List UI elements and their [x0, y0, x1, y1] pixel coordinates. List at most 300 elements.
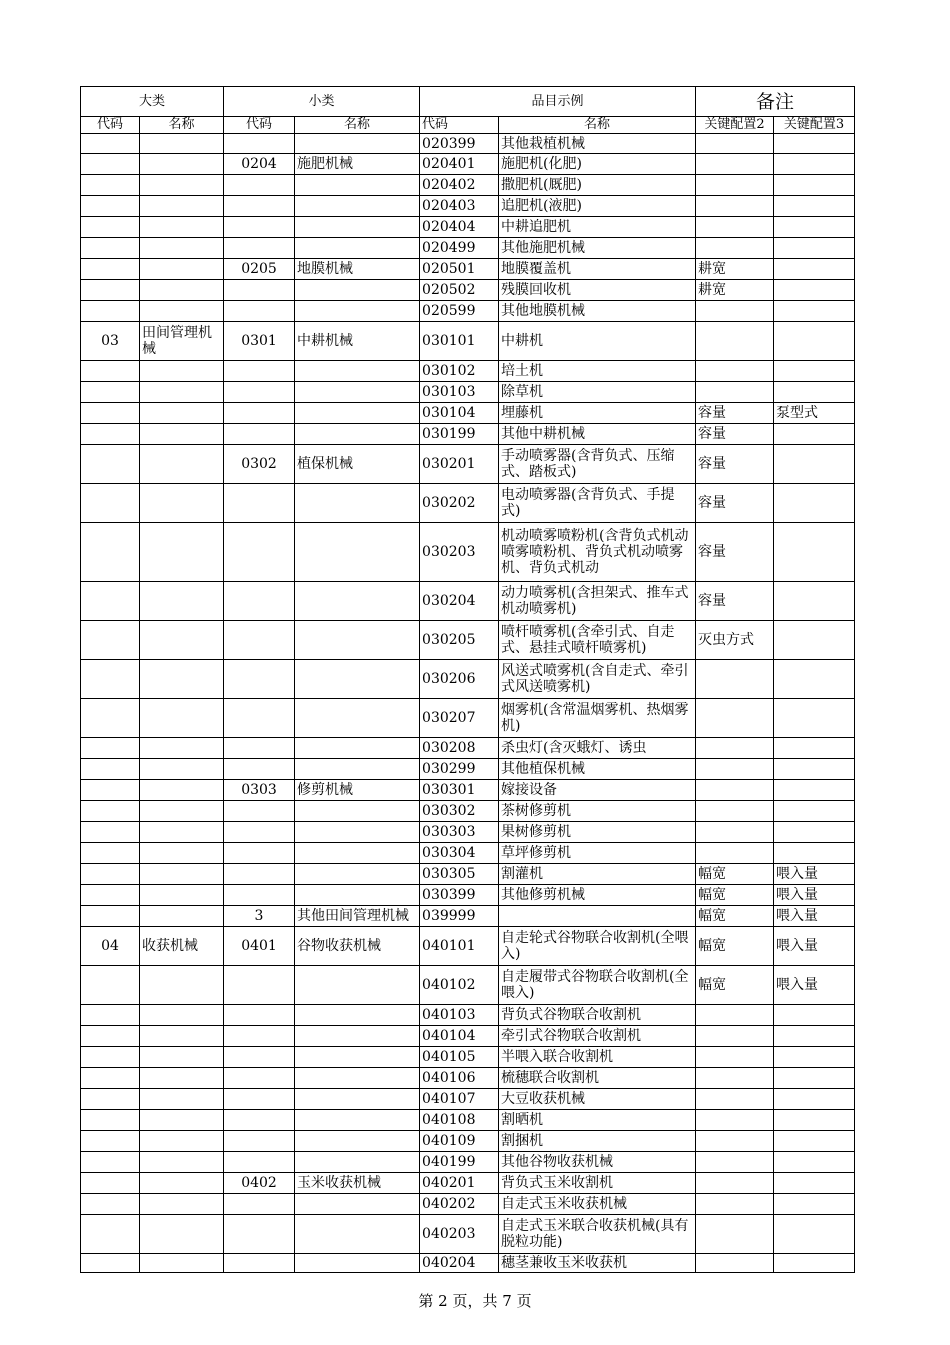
major-name-cell — [140, 1110, 224, 1131]
key-config-3-cell — [774, 1254, 855, 1273]
major-code-cell — [81, 738, 140, 759]
item-code-cell: 040199 — [420, 1152, 499, 1173]
item-name-cell: 梳穗联合收割机 — [499, 1068, 696, 1089]
minor-code-cell: 0402 — [224, 1173, 295, 1194]
major-name-cell — [140, 382, 224, 403]
item-name-cell: 中耕机 — [499, 322, 696, 361]
major-name-cell — [140, 523, 224, 582]
minor-name-cell — [295, 1110, 420, 1131]
major-code-cell — [81, 843, 140, 864]
major-name-cell — [140, 621, 224, 660]
item-code-cell: 030399 — [420, 885, 499, 906]
minor-code-cell: 0303 — [224, 780, 295, 801]
major-name-cell — [140, 864, 224, 885]
key-config-3-cell: 喂入量 — [774, 966, 855, 1005]
item-name-cell: 中耕追肥机 — [499, 217, 696, 238]
item-code-cell: 040108 — [420, 1110, 499, 1131]
col-minor-name: 名称 — [295, 117, 420, 134]
item-code-cell: 040202 — [420, 1194, 499, 1215]
item-code-cell: 040104 — [420, 1026, 499, 1047]
key-config-2-cell: 容量 — [696, 582, 774, 621]
table-row — [81, 217, 855, 238]
major-name-cell: 收获机械 — [140, 927, 224, 966]
item-code-cell: 020501 — [420, 259, 499, 280]
key-config-2-cell — [696, 134, 774, 154]
key-config-2-cell: 耕宽 — [696, 259, 774, 280]
key-config-3-cell — [774, 523, 855, 582]
item-code-cell: 030101 — [420, 322, 499, 361]
major-code-cell — [81, 582, 140, 621]
key-config-3-cell — [774, 238, 855, 259]
item-name-cell: 地膜覆盖机 — [499, 259, 696, 280]
minor-name-cell — [295, 175, 420, 196]
major-code-cell — [81, 1047, 140, 1068]
major-name-cell — [140, 780, 224, 801]
key-config-3-cell — [774, 1089, 855, 1110]
table-row — [81, 582, 855, 621]
table-row — [81, 801, 855, 822]
key-config-3-cell — [774, 361, 855, 382]
table-row — [81, 699, 855, 738]
minor-code-cell — [224, 1047, 295, 1068]
item-code-cell: 020499 — [420, 238, 499, 259]
minor-name-cell — [295, 822, 420, 843]
table-row — [81, 1005, 855, 1026]
minor-code-cell — [224, 1254, 295, 1273]
major-name-cell — [140, 238, 224, 259]
minor-code-cell: 0205 — [224, 259, 295, 280]
item-code-cell: 040204 — [420, 1254, 499, 1273]
key-config-2-cell — [696, 382, 774, 403]
major-name-cell — [140, 1152, 224, 1173]
minor-name-cell — [295, 196, 420, 217]
minor-name-cell — [295, 1254, 420, 1273]
col-key-config-3: 关键配置3 — [774, 117, 855, 134]
item-code-cell: 030305 — [420, 864, 499, 885]
table-row — [81, 927, 855, 966]
item-name-cell: 割晒机 — [499, 1110, 696, 1131]
item-code-cell: 020404 — [420, 217, 499, 238]
minor-code-cell — [224, 217, 295, 238]
major-code-cell — [81, 217, 140, 238]
major-name-cell — [140, 966, 224, 1005]
key-config-2-cell: 幅宽 — [696, 906, 774, 927]
minor-name-cell — [295, 864, 420, 885]
key-config-3-cell — [774, 424, 855, 445]
key-config-3-cell: 喂入量 — [774, 885, 855, 906]
col-item-code: 代码 — [420, 117, 499, 134]
minor-code-cell — [224, 1215, 295, 1254]
item-code-cell: 020599 — [420, 301, 499, 322]
major-code-cell — [81, 780, 140, 801]
major-name-cell — [140, 403, 224, 424]
major-code-cell — [81, 403, 140, 424]
major-code-cell — [81, 1068, 140, 1089]
item-code-cell: 040106 — [420, 1068, 499, 1089]
table-row — [81, 843, 855, 864]
key-config-2-cell — [696, 1047, 774, 1068]
key-config-2-cell — [696, 1194, 774, 1215]
table-row — [81, 660, 855, 699]
minor-name-cell — [295, 382, 420, 403]
major-code-cell — [81, 424, 140, 445]
page-footer: 第 2 页，共 7 页 — [418, 1292, 532, 1310]
major-name-cell — [140, 582, 224, 621]
major-name-cell — [140, 885, 224, 906]
item-code-cell: 040107 — [420, 1089, 499, 1110]
table-row — [81, 1068, 855, 1089]
key-config-2-cell — [696, 154, 774, 175]
minor-code-cell — [224, 484, 295, 523]
key-config-3-cell — [774, 1047, 855, 1068]
minor-code-cell — [224, 660, 295, 699]
key-config-2-cell: 幅宽 — [696, 864, 774, 885]
minor-name-cell — [295, 885, 420, 906]
minor-code-cell — [224, 238, 295, 259]
key-config-2-cell — [696, 738, 774, 759]
table-row — [81, 445, 855, 484]
minor-code-cell — [224, 1068, 295, 1089]
major-code-cell — [81, 1089, 140, 1110]
minor-code-cell: 0302 — [224, 445, 295, 484]
key-config-2-cell: 容量 — [696, 403, 774, 424]
major-name-cell — [140, 259, 224, 280]
item-name-cell: 果树修剪机 — [499, 822, 696, 843]
item-name-cell: 自走式玉米收获机械 — [499, 1194, 696, 1215]
key-config-2-cell: 幅宽 — [696, 966, 774, 1005]
item-name-cell: 背负式谷物联合收割机 — [499, 1005, 696, 1026]
minor-code-cell — [224, 843, 295, 864]
header-major-category: 大类 — [81, 87, 224, 117]
header-column-row — [81, 117, 855, 134]
item-code-cell: 020399 — [420, 134, 499, 154]
item-code-cell: 040109 — [420, 1131, 499, 1152]
item-name-cell: 手动喷雾器(含背负式、压缩式、踏板式) — [499, 445, 696, 484]
major-code-cell — [81, 1173, 140, 1194]
key-config-2-cell — [696, 1152, 774, 1173]
major-code-cell — [81, 1110, 140, 1131]
item-name-cell: 撒肥机(厩肥) — [499, 175, 696, 196]
major-name-cell: 田间管理机械 — [140, 322, 224, 361]
col-key-config-2: 关键配置2 — [696, 117, 774, 134]
table-row — [81, 175, 855, 196]
major-code-cell — [81, 1215, 140, 1254]
major-name-cell — [140, 1131, 224, 1152]
minor-code-cell — [224, 1152, 295, 1173]
minor-name-cell: 其他田间管理机械 — [295, 906, 420, 927]
minor-name-cell — [295, 280, 420, 301]
item-name-cell: 其他施肥机械 — [499, 238, 696, 259]
major-code-cell — [81, 154, 140, 175]
item-code-cell: 030299 — [420, 759, 499, 780]
key-config-3-cell — [774, 154, 855, 175]
minor-name-cell — [295, 1089, 420, 1110]
minor-code-cell: 3 — [224, 906, 295, 927]
major-name-cell — [140, 1089, 224, 1110]
table-row — [81, 301, 855, 322]
key-config-3-cell — [774, 445, 855, 484]
major-name-cell — [140, 759, 224, 780]
major-name-cell — [140, 445, 224, 484]
key-config-2-cell: 幅宽 — [696, 927, 774, 966]
item-name-cell: 自走轮式谷物联合收割机(全喂入) — [499, 927, 696, 966]
table-row — [81, 1215, 855, 1254]
key-config-2-cell: 容量 — [696, 445, 774, 484]
minor-name-cell — [295, 699, 420, 738]
minor-code-cell — [224, 196, 295, 217]
major-name-cell — [140, 1068, 224, 1089]
major-code-cell — [81, 382, 140, 403]
minor-code-cell — [224, 175, 295, 196]
item-code-cell: 030206 — [420, 660, 499, 699]
table-row — [81, 1194, 855, 1215]
item-code-cell: 030302 — [420, 801, 499, 822]
item-name-cell — [499, 906, 696, 927]
table-row — [81, 966, 855, 1005]
key-config-2-cell — [696, 1005, 774, 1026]
major-code-cell — [81, 1005, 140, 1026]
minor-code-cell — [224, 864, 295, 885]
minor-name-cell: 谷物收获机械 — [295, 927, 420, 966]
table-row — [81, 1110, 855, 1131]
table-row — [81, 322, 855, 361]
key-config-3-cell — [774, 1026, 855, 1047]
key-config-3-cell — [774, 843, 855, 864]
major-code-cell — [81, 175, 140, 196]
major-name-cell — [140, 822, 224, 843]
table-row — [81, 864, 855, 885]
item-name-cell: 自走式玉米联合收获机械(具有脱粒功能) — [499, 1215, 696, 1254]
item-code-cell: 030104 — [420, 403, 499, 424]
item-code-cell: 040101 — [420, 927, 499, 966]
key-config-2-cell: 耕宽 — [696, 280, 774, 301]
key-config-3-cell — [774, 1131, 855, 1152]
key-config-2-cell: 容量 — [696, 523, 774, 582]
minor-name-cell — [295, 238, 420, 259]
item-code-cell: 030304 — [420, 843, 499, 864]
minor-name-cell — [295, 738, 420, 759]
major-code-cell — [81, 301, 140, 322]
key-config-2-cell: 灭虫方式 — [696, 621, 774, 660]
item-name-cell: 茶树修剪机 — [499, 801, 696, 822]
key-config-3-cell: 喂入量 — [774, 864, 855, 885]
item-code-cell: 040201 — [420, 1173, 499, 1194]
item-code-cell: 030207 — [420, 699, 499, 738]
item-name-cell: 其他栽植机械 — [499, 134, 696, 154]
key-config-2-cell — [696, 843, 774, 864]
minor-code-cell — [224, 523, 295, 582]
major-code-cell — [81, 906, 140, 927]
major-name-cell — [140, 660, 224, 699]
minor-code-cell — [224, 738, 295, 759]
major-code-cell — [81, 1194, 140, 1215]
table-row — [81, 259, 855, 280]
minor-code-cell — [224, 424, 295, 445]
item-code-cell: 020502 — [420, 280, 499, 301]
minor-name-cell — [295, 1131, 420, 1152]
key-config-3-cell — [774, 1215, 855, 1254]
minor-name-cell — [295, 301, 420, 322]
minor-code-cell — [224, 1194, 295, 1215]
key-config-3-cell — [774, 621, 855, 660]
key-config-2-cell — [696, 699, 774, 738]
key-config-3-cell — [774, 801, 855, 822]
minor-code-cell — [224, 621, 295, 660]
minor-name-cell — [295, 1152, 420, 1173]
minor-name-cell — [295, 582, 420, 621]
minor-code-cell — [224, 280, 295, 301]
table-row — [81, 1026, 855, 1047]
major-name-cell — [140, 801, 224, 822]
key-config-2-cell — [696, 759, 774, 780]
major-code-cell — [81, 801, 140, 822]
major-code-cell: 04 — [81, 927, 140, 966]
item-name-cell: 嫁接设备 — [499, 780, 696, 801]
key-config-3-cell — [774, 738, 855, 759]
minor-name-cell — [295, 1005, 420, 1026]
key-config-3-cell — [774, 1173, 855, 1194]
minor-code-cell — [224, 361, 295, 382]
key-config-3-cell — [774, 484, 855, 523]
col-item-name: 名称 — [499, 117, 696, 134]
item-name-cell: 喷杆喷雾机(含牵引式、自走式、悬挂式喷杆喷雾机) — [499, 621, 696, 660]
minor-code-cell — [224, 822, 295, 843]
key-config-2-cell: 容量 — [696, 424, 774, 445]
key-config-3-cell — [774, 699, 855, 738]
table-row — [81, 621, 855, 660]
col-major-code: 代码 — [81, 117, 140, 134]
col-major-name: 名称 — [140, 117, 224, 134]
major-code-cell — [81, 699, 140, 738]
major-name-cell — [140, 1215, 224, 1254]
item-name-cell: 牵引式谷物联合收割机 — [499, 1026, 696, 1047]
key-config-3-cell — [774, 196, 855, 217]
col-minor-code: 代码 — [224, 117, 295, 134]
key-config-2-cell — [696, 238, 774, 259]
item-name-cell: 其他植保机械 — [499, 759, 696, 780]
key-config-3-cell — [774, 759, 855, 780]
minor-code-cell — [224, 1131, 295, 1152]
table-row — [81, 361, 855, 382]
minor-name-cell — [295, 403, 420, 424]
key-config-3-cell: 泵型式 — [774, 403, 855, 424]
item-code-cell: 040102 — [420, 966, 499, 1005]
key-config-3-cell — [774, 582, 855, 621]
key-config-2-cell — [696, 217, 774, 238]
table-row — [81, 738, 855, 759]
minor-code-cell — [224, 759, 295, 780]
key-config-2-cell — [696, 822, 774, 843]
major-code-cell — [81, 885, 140, 906]
major-code-cell — [81, 259, 140, 280]
key-config-2-cell — [696, 301, 774, 322]
minor-name-cell: 玉米收获机械 — [295, 1173, 420, 1194]
key-config-2-cell: 容量 — [696, 484, 774, 523]
item-name-cell: 动力喷雾机(含担架式、推车式机动喷雾机) — [499, 582, 696, 621]
key-config-3-cell: 喂入量 — [774, 927, 855, 966]
major-name-cell — [140, 280, 224, 301]
key-config-3-cell — [774, 322, 855, 361]
item-name-cell: 其他地膜机械 — [499, 301, 696, 322]
minor-name-cell — [295, 801, 420, 822]
item-name-cell: 培土机 — [499, 361, 696, 382]
table-row — [81, 134, 855, 154]
minor-name-cell — [295, 621, 420, 660]
item-name-cell: 半喂入联合收割机 — [499, 1047, 696, 1068]
item-code-cell: 030201 — [420, 445, 499, 484]
table-row — [81, 1152, 855, 1173]
minor-name-cell — [295, 484, 420, 523]
major-code-cell — [81, 966, 140, 1005]
minor-code-cell — [224, 885, 295, 906]
key-config-3-cell — [774, 1110, 855, 1131]
item-name-cell: 追肥机(液肥) — [499, 196, 696, 217]
minor-code-cell — [224, 801, 295, 822]
item-name-cell: 割捆机 — [499, 1131, 696, 1152]
item-code-cell: 030205 — [420, 621, 499, 660]
minor-name-cell — [295, 660, 420, 699]
minor-name-cell: 地膜机械 — [295, 259, 420, 280]
minor-code-cell: 0301 — [224, 322, 295, 361]
item-code-cell: 030301 — [420, 780, 499, 801]
item-code-cell: 030208 — [420, 738, 499, 759]
key-config-2-cell — [696, 1173, 774, 1194]
major-name-cell — [140, 134, 224, 154]
minor-code-cell — [224, 382, 295, 403]
header-item-examples: 品目示例 — [420, 87, 696, 117]
major-name-cell — [140, 196, 224, 217]
key-config-3-cell — [774, 1068, 855, 1089]
major-code-cell: 03 — [81, 322, 140, 361]
table-row — [81, 238, 855, 259]
item-name-cell: 杀虫灯(含灭蛾灯、诱虫 — [499, 738, 696, 759]
header-minor-category: 小类 — [224, 87, 420, 117]
item-name-cell: 机动喷雾喷粉机(含背负式机动喷雾喷粉机、背负式机动喷雾机、背负式机动 — [499, 523, 696, 582]
minor-name-cell — [295, 966, 420, 1005]
item-name-cell: 风送式喷雾机(含自走式、牵引式风送喷雾机) — [499, 660, 696, 699]
minor-name-cell: 中耕机械 — [295, 322, 420, 361]
table-row — [81, 906, 855, 927]
minor-name-cell — [295, 523, 420, 582]
table-row — [81, 154, 855, 175]
key-config-3-cell — [774, 280, 855, 301]
minor-code-cell: 0204 — [224, 154, 295, 175]
key-config-3-cell — [774, 660, 855, 699]
table-row — [81, 1089, 855, 1110]
major-code-cell — [81, 523, 140, 582]
key-config-3-cell — [774, 175, 855, 196]
major-name-cell — [140, 175, 224, 196]
minor-name-cell — [295, 1047, 420, 1068]
major-code-cell — [81, 196, 140, 217]
item-name-cell: 穗茎兼收玉米收获机 — [499, 1254, 696, 1273]
minor-name-cell: 修剪机械 — [295, 780, 420, 801]
major-name-cell — [140, 1005, 224, 1026]
minor-name-cell: 植保机械 — [295, 445, 420, 484]
key-config-3-cell — [774, 259, 855, 280]
item-code-cell: 020402 — [420, 175, 499, 196]
key-config-2-cell — [696, 175, 774, 196]
minor-code-cell — [224, 1005, 295, 1026]
major-name-cell — [140, 1254, 224, 1273]
key-config-3-cell — [774, 217, 855, 238]
key-config-2-cell — [696, 1215, 774, 1254]
major-code-cell — [81, 484, 140, 523]
item-code-cell: 040105 — [420, 1047, 499, 1068]
minor-code-cell — [224, 582, 295, 621]
item-name-cell: 自走履带式谷物联合收割机(全喂入) — [499, 966, 696, 1005]
item-name-cell: 其他中耕机械 — [499, 424, 696, 445]
